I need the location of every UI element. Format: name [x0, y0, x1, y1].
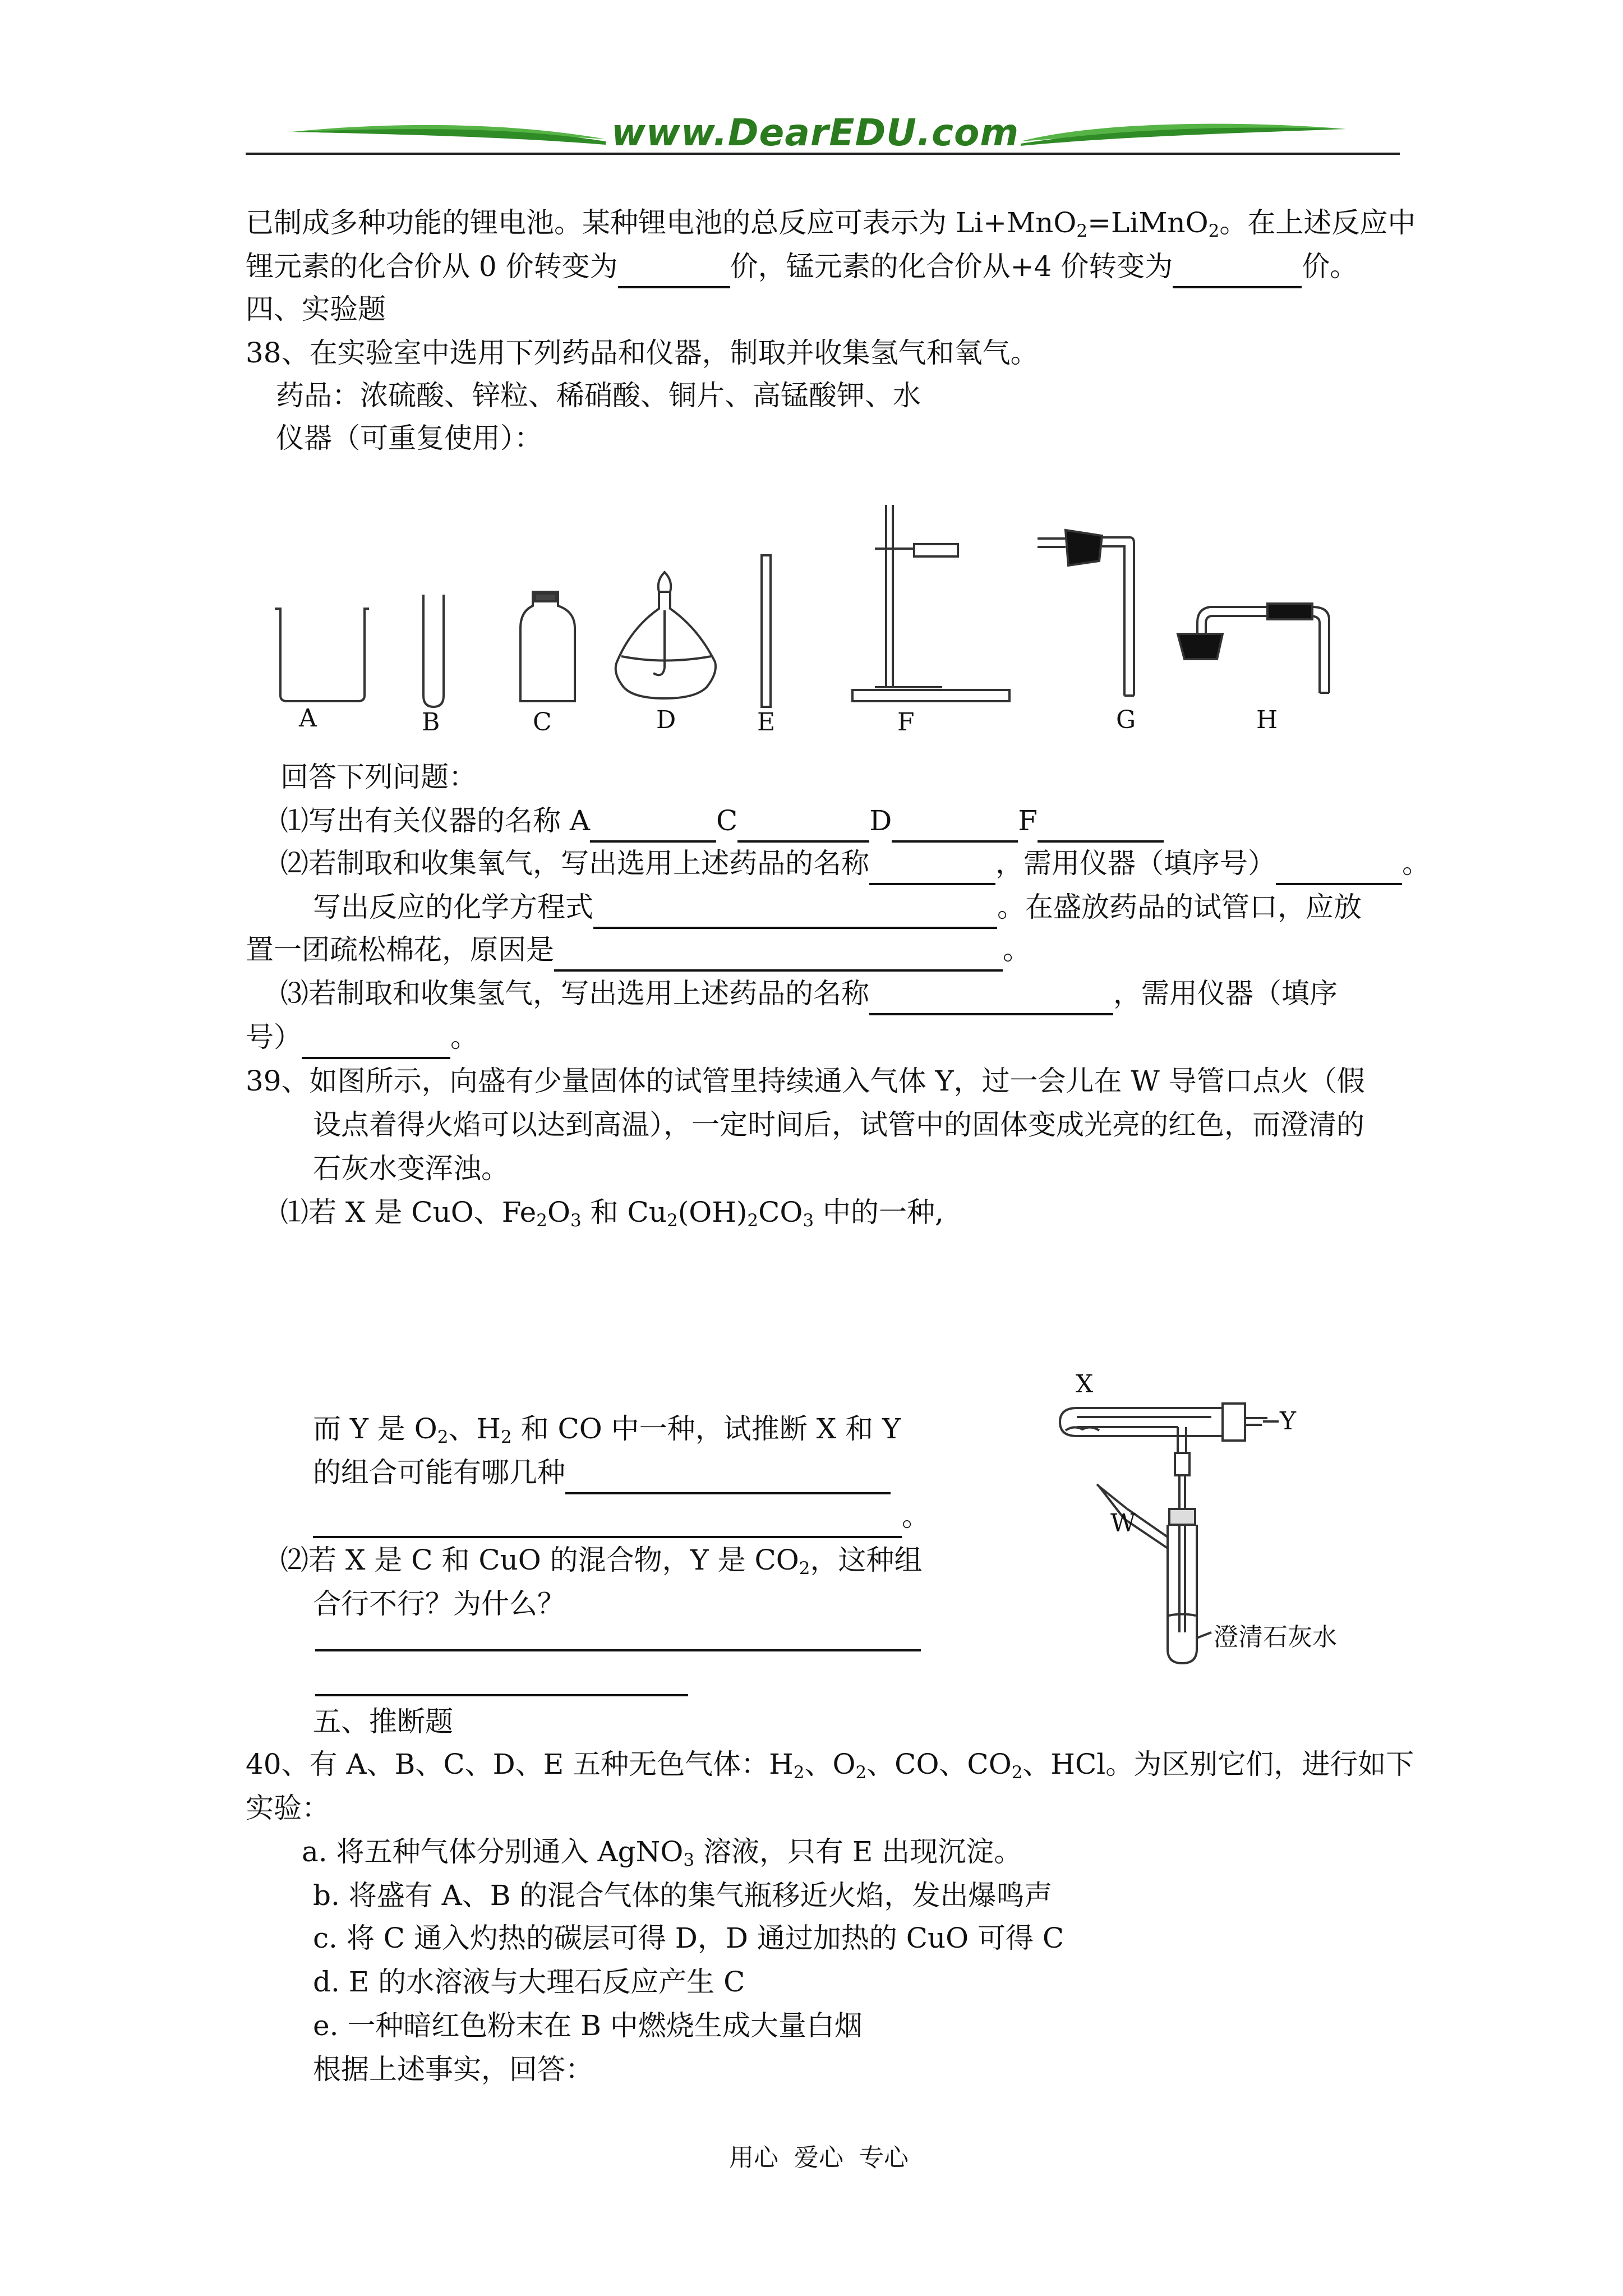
- q38-instruments: 仪器（可重复使用）：: [276, 422, 542, 454]
- answer-blank[interactable]: [1038, 810, 1164, 843]
- q39-part-1-line-b: 而 Y 是 $O_2$、$H_2$ 和 CO 中一种，试推断 X 和 Y: [313, 1412, 901, 1447]
- answer-blank[interactable]: [590, 810, 716, 843]
- header-logo: [292, 107, 1346, 157]
- apparatus-label-b: B: [422, 708, 440, 737]
- q40-item-c: c. 将 C 通入灼热的碳层可得 D，D 通过加热的 CuO 可得 C: [313, 1922, 1064, 1954]
- q38-part-3-line-2: 号） 。: [246, 1015, 478, 1059]
- q39-line-3: 石灰水变浑浊。: [313, 1152, 509, 1185]
- q38-part-2-line-1: ⑵若制取和收集氧气，写出选用上述药品的名称 ，需用仪器（填序号） 。: [280, 841, 1430, 885]
- answer-blank[interactable]: [302, 1027, 450, 1059]
- section-4-title: 四、实验题: [246, 293, 386, 325]
- header-rule: [246, 153, 1400, 155]
- q39-part-1-line-c: 的组合可能有哪几种: [313, 1451, 891, 1494]
- apparatus-label-c: C: [533, 708, 552, 737]
- q40-line-1: 40、有 A、B、C、D、E 五种无色气体：$H_2$、$O_2$、CO、$CO_2$、HCl。为区别它们，进行如下: [246, 1748, 1414, 1783]
- answer-blank[interactable]: [869, 853, 995, 885]
- answer-blank[interactable]: [737, 810, 869, 843]
- q40-item-e: e. 一种暗红色粉末在 B 中燃烧生成大量白烟: [313, 2009, 863, 2042]
- answer-blank[interactable]: [1276, 853, 1402, 885]
- apparatus-label-h: H: [1256, 706, 1278, 734]
- q39-part-1: ⑴若 X 是 CuO、$Fe_2O_3$ 和 $Cu_2(OH)_2CO_3$ 中的一种,: [280, 1196, 944, 1231]
- figure-caption: 澄清石灰水: [1214, 1623, 1337, 1651]
- figure-label-y: Y: [1280, 1407, 1297, 1435]
- page-footer: 用心 爱心 专心: [729, 2143, 909, 2172]
- figure-label-w: W: [1110, 1509, 1136, 1538]
- q39-line-2: 设点着得火焰可以达到高温），一定时间后，试管中的固体变成光亮的红色，而澄清的: [313, 1108, 1364, 1141]
- q39-part-1-line-d: 。: [313, 1494, 930, 1538]
- logo-text: www.DearEDU.com: [611, 111, 1020, 154]
- q39-line-1: 39、如图所示，向盛有少量固体的试管里持续通入气体 Y，过一会儿在 W 导管口点火（假: [246, 1065, 1365, 1097]
- answer-blank[interactable]: [869, 983, 1113, 1015]
- figure-label-x: X: [1076, 1370, 1094, 1398]
- answer-blank[interactable]: [565, 1462, 891, 1494]
- q38-drugs: 药品：浓硫酸、锌粒、稀硝酸、铜片、高锰酸钾、水: [276, 379, 921, 412]
- q38-part-2-line-2: 写出反应的化学方程式 。在盛放药品的试管口，应放: [313, 885, 1362, 929]
- answer-blank[interactable]: [554, 939, 1003, 972]
- q40-tail: 根据上述事实，回答：: [313, 2053, 593, 2086]
- q38-part-1: ⑴写出有关仪器的名称 A C D F: [280, 799, 1164, 843]
- apparatus-label-f: F: [897, 708, 915, 737]
- q40-item-b: b. 将盛有 A、B 的混合气体的集气瓶移近火焰，发出爆鸣声: [313, 1879, 1053, 1912]
- apparatus-label-e: E: [757, 708, 776, 737]
- answer-blank[interactable]: [892, 810, 1018, 843]
- apparatus-label-d: D: [656, 706, 676, 734]
- section-5-title: 五、推断题: [313, 1705, 453, 1738]
- answer-blank[interactable]: [593, 896, 997, 929]
- apparatus-label-a: A: [299, 704, 317, 733]
- answer-line[interactable]: [315, 1649, 921, 1651]
- intro-line-2: 锂元素的化合价从 0 价转变为 价，锰元素的化合价从+4 价转变为 价。: [246, 245, 1358, 288]
- answer-blank[interactable]: [313, 1506, 902, 1538]
- q39-part-2-line-2: 合行不行？为什么？: [313, 1588, 565, 1620]
- q39-part-2-line-1: ⑵若 X 是 C 和 CuO 的混合物，Y 是 $CO_2$，这种组: [280, 1544, 923, 1579]
- q38-part-3-line-1: ⑶若制取和收集氢气，写出选用上述药品的名称 ，需用仪器（填序: [280, 972, 1338, 1015]
- answer-blank[interactable]: [1173, 256, 1302, 288]
- q40-item-d: d. E 的水溶液与大理石反应产生 C: [313, 1966, 745, 1998]
- q38-answer-prompt: 回答下列问题：: [280, 761, 477, 793]
- q38-part-2-line-3: 置一团疏松棉花，原因是 。: [246, 928, 1031, 972]
- q40-line-2: 实验：: [246, 1792, 330, 1824]
- answer-line[interactable]: [315, 1694, 688, 1696]
- q40-item-a: a. 将五种气体分别通入 AgNO$_3$ 溶液，只有 E 出现沉淀。: [302, 1835, 1022, 1870]
- answer-blank[interactable]: [618, 256, 730, 288]
- q38-stem: 38、在实验室中选用下列药品和仪器，制取并收集氢气和氧气。: [246, 337, 1039, 369]
- apparatus-label-g: G: [1116, 706, 1136, 734]
- intro-line-1: 已制成多种功能的锂电池。某种锂电池的总反应可表示为 Li+MnO$_2$=LiMnO$_2$。在上述反应中: [246, 206, 1416, 241]
